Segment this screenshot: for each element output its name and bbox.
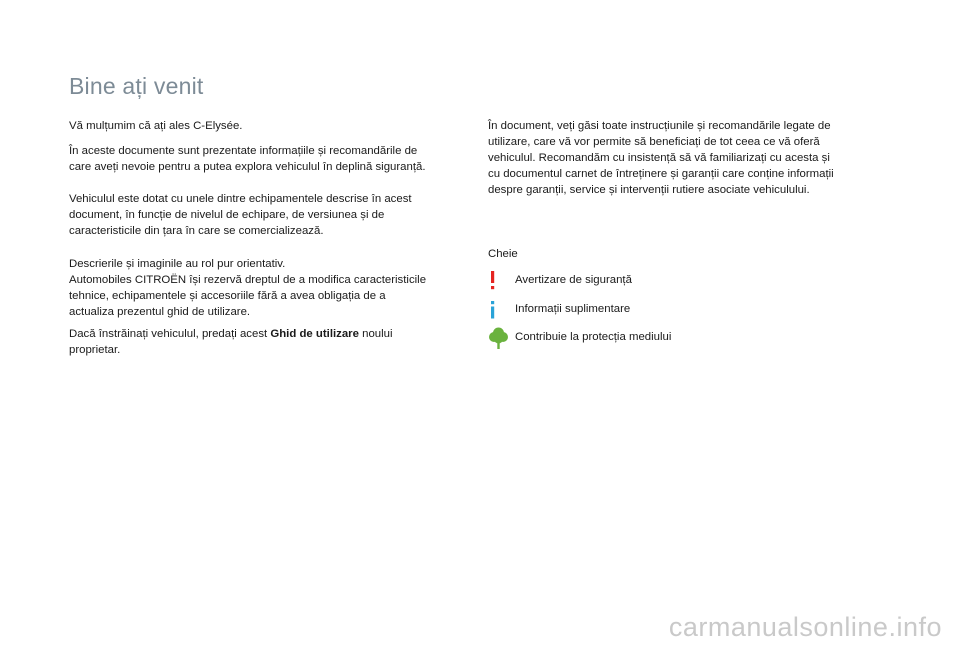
text-line: actualiza prezentul ghid de utilizare. bbox=[69, 306, 251, 318]
tree-icon bbox=[488, 326, 510, 350]
handover-text-start: Dacă înstrăinați vehiculul, predați acest bbox=[69, 328, 271, 340]
text-line: despre garanții, service și intervenții rutiere asociate vehiculului. bbox=[488, 184, 810, 196]
text-line: tehnice, echipamentele și accesoriile fără a avea obligația de a bbox=[69, 290, 386, 302]
legend-item-info bbox=[488, 298, 748, 322]
legend-label: Informații suplimentare bbox=[515, 303, 631, 315]
page-title: Bine ați venit bbox=[69, 73, 204, 99]
text-line: În document, veți găsi toate instrucțiunile și recomandările legate de bbox=[488, 120, 831, 132]
watermark: carmanualsonline.info bbox=[668, 612, 942, 642]
legend-item-warning bbox=[488, 269, 748, 293]
text-line: care aveți nevoie pentru a putea explora vehiculul în deplină siguranță. bbox=[69, 161, 426, 173]
text-line: vehiculul. Recomandăm cu insistență să vă familiarizați cu acesta și bbox=[488, 152, 830, 164]
text-line: document, în funcție de nivelul de echipare, de versiunea și de bbox=[69, 209, 385, 221]
intro-paragraph bbox=[69, 118, 464, 134]
guide-name-bold: Ghid de utilizare bbox=[270, 328, 359, 340]
legend-title: Cheie bbox=[488, 248, 518, 260]
text-line bbox=[69, 326, 464, 342]
legend-label: Avertizare de siguranță bbox=[515, 274, 632, 286]
text-line: Vă mulțumim că ați ales C-Elysée. bbox=[69, 120, 243, 132]
handover-paragraph bbox=[69, 326, 464, 358]
text-line: Automobiles CITROËN își rezervă dreptul de a modifica caracteristicile bbox=[69, 274, 427, 286]
text-line: proprietar. bbox=[69, 344, 121, 356]
text-line: Descrierile și imaginile au rol pur orientativ. bbox=[69, 258, 286, 270]
text-line: În aceste documente sunt prezentate informațiile și recomandările de bbox=[69, 145, 418, 157]
handover-text-end: noului bbox=[358, 328, 393, 340]
text-line: caracteristicile din țara în care se comercializează. bbox=[69, 225, 324, 237]
text-line: cu documentul carnet de întreținere și garanții care conține informații bbox=[488, 168, 834, 180]
equipment-paragraph bbox=[69, 191, 464, 239]
text-line: utilizare, care vă vor permite să beneficiați de tot ceea ce vă oferă bbox=[488, 136, 820, 148]
info-icon bbox=[488, 298, 510, 322]
warning-exclamation-icon bbox=[488, 269, 510, 293]
text-line: Vehiculul este dotat cu unele dintre echipamentele descrise în acest bbox=[69, 193, 412, 205]
document-contents-paragraph bbox=[488, 118, 888, 198]
legend-label: Contribuie la protecția mediului bbox=[515, 331, 672, 343]
legend-item-environment bbox=[488, 326, 748, 350]
disclaimer-paragraph bbox=[69, 256, 464, 320]
documents-paragraph bbox=[69, 143, 464, 175]
